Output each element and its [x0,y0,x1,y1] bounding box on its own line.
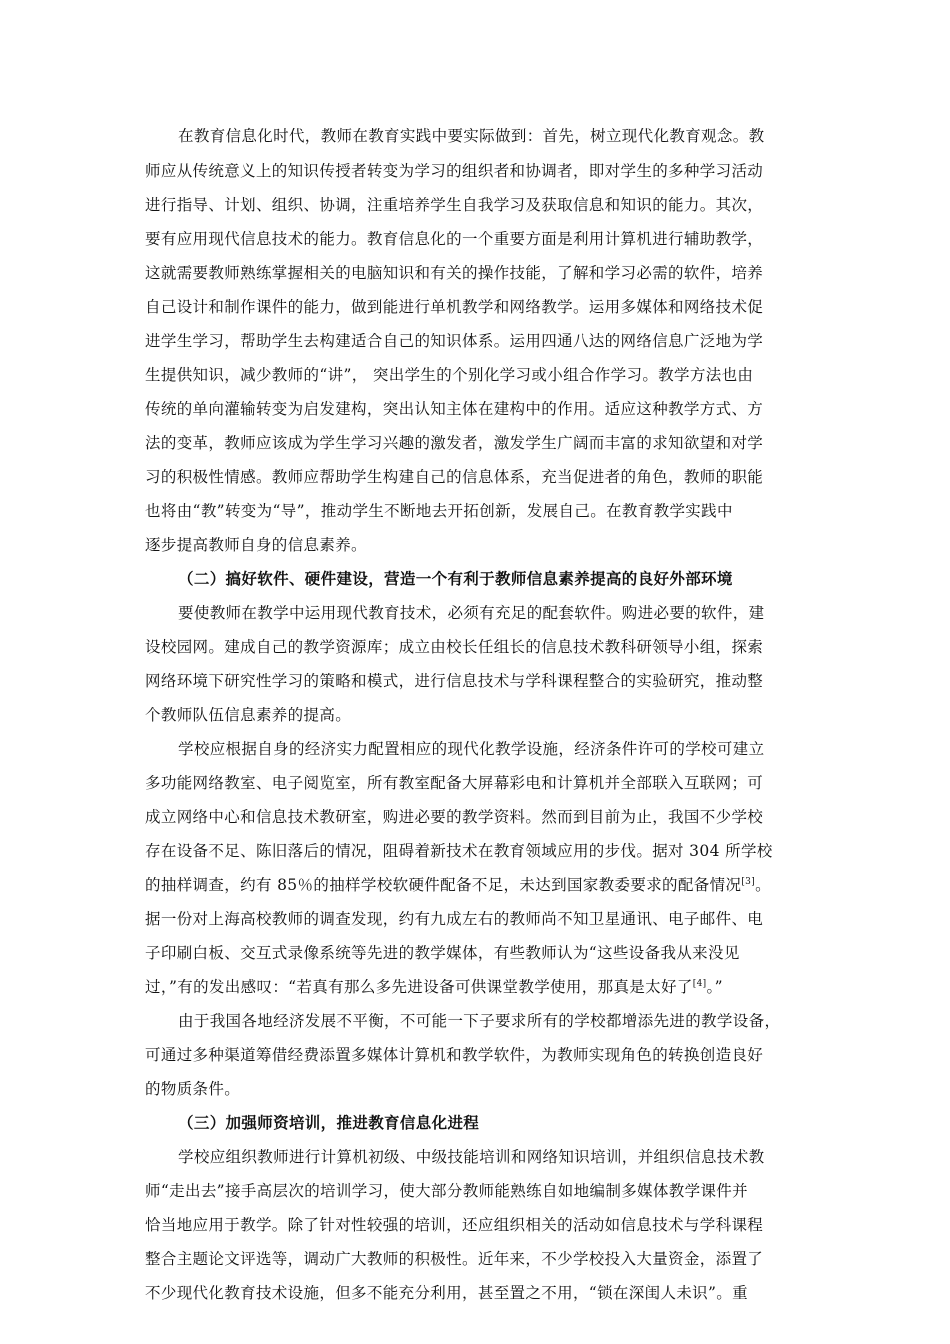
section-heading: （三）加强师资培训，推进教育信息化进程 [178,1114,480,1132]
paragraph-line: 习的积极性情感。教师应帮助学生构建自己的信息体系，充当促进者的角色，教师的职能 [145,468,764,486]
paragraph-line: 由于我国各地经济发展不平衡，不可能一下子要求所有的学校都增添先进的教学设备， [178,1012,781,1030]
paragraph-line: 设校园网。建成自己的教学资源库；成立由校长任组长的信息技术教科研领导小组，探索 [145,638,764,656]
paragraph-line: 可通过多种渠道筹借经费添置多媒体计算机和教学软件，为教师实现角色的转换创造良好 [145,1046,764,1064]
paragraph-line: 自己设计和制作课件的能力，做到能进行单机教学和网络教学。运用多媒体和网络技术促 [145,298,764,316]
paragraph-line: 存在设备不足、陈旧落后的情况，阻碍着新技术在教育领域应用的步伐。据对 304 所学校 [145,842,773,860]
paragraph-line: 要有应用现代信息技术的能力。教育信息化的一个重要方面是利用计算机进行辅助教学， [145,230,764,248]
paragraph-line: 成立网络中心和信息技术教研室，购进必要的教学资料。然而到目前为止，我国不少学校 [145,808,764,826]
paragraph-line: 传统的单向灌输转变为启发建构，突出认知主体在建构中的作用。适应这种教学方式、方 [145,400,764,418]
paragraph-line: 师应从传统意义上的知识传授者转变为学习的组织者和协调者，即对学生的多种学习活动 [145,162,764,180]
paragraph-line [145,875,771,895]
paragraph-line: 学校应根据自身的经济实力配置相应的现代化教学设施，经济条件许可的学校可建立 [178,740,765,758]
paragraph-line: 多功能网络教室、电子阅览室，所有教室配备大屏幕彩电和计算机并全部联入互联网；可 [145,774,764,792]
paragraph-line: 在教育信息化时代，教师在教育实践中要实际做到：首先，树立现代化教育观念。教 [178,127,765,145]
paragraph-line: 进学生学习，帮助学生去构建适合自己的知识体系。运用四通八达的网络信息广泛地为学 [145,332,764,350]
section-heading: （二）搞好软件、硬件建设，营造一个有利于教师信息素养提高的良好外部环境 [178,570,733,588]
paragraph-line: 子印刷白板、交互式录像系统等先进的教学媒体，有些教师认为“这些设备我从来没见 [145,944,740,962]
line-text: 。 [755,876,771,894]
line-text: 。” [706,978,723,996]
paragraph-line: 学校应组织教师进行计算机初级、中级技能培训和网络知识培训，并组织信息技术教 [178,1148,765,1166]
paragraph-line: 法的变革，教师应该成为学生学习兴趣的激发者，激发学生广阔而丰富的求知欲望和对学 [145,434,764,452]
paragraph-line: 这就需要教师熟练掌握相关的电脑知识和有关的操作技能，了解和学习必需的软件，培养 [145,264,764,282]
paragraph-line: 不少现代化教育技术设施，但多不能充分利用，甚至置之不用，“锁在深闺人未识”。重 [145,1284,749,1302]
citation-ref: [3] [741,877,756,887]
paragraph-line: 要使教师在教学中运用现代教育技术，必须有充足的配套软件。购进必要的软件，建 [178,604,765,622]
paragraph-line: 师“走出去”接手高层次的培训学习，使大部分教师能熟练自如地编制多媒体教学课件并 [145,1182,749,1200]
paragraph-line: 进行指导、计划、组织、协调，注重培养学生自我学习及获取信息和知识的能力。其次， [145,196,764,214]
citation-ref: [4] [692,979,707,989]
paragraph-line: 整合主题论文评选等，调动广大教师的积极性。近年来，不少学校投入大量资金，添置了 [145,1250,764,1268]
paragraph-line: 恰当地应用于教学。除了针对性较强的培训，还应组织相关的活动如信息技术与学科课程 [145,1216,764,1234]
line-text: 过，”有的发出感叹：“若真有那么多先进设备可供课堂教学使用，那真是太好了 [145,978,693,996]
paragraph-line: 据一份对上海高校教师的调查发现，约有九成左右的教师尚不知卫星通讯、电子邮件、电 [145,910,764,928]
line-text: 的抽样调查，约有 85％的抽样学校软硬件配备不足，未达到国家教委要求的配备情况 [145,876,742,894]
paragraph-line: 网络环境下研究性学习的策略和模式，进行信息技术与学科课程整合的实验研究，推动整 [145,672,764,690]
paragraph-line: 生提供知识，减少教师的“讲”， 突出学生的个别化学习或小组合作学习。教学方法也由 [145,366,754,384]
paragraph-line [145,977,723,997]
paragraph-line: 也将由“教”转变为“导”，推动学生不断地去开拓创新，发展自己。在教育教学实践中 [145,502,733,520]
paragraph-line: 的物质条件。 [145,1080,241,1098]
paragraph-line: 个教师队伍信息素养的提高。 [145,706,352,724]
paragraph-line: 逐步提高教师自身的信息素养。 [145,536,367,554]
